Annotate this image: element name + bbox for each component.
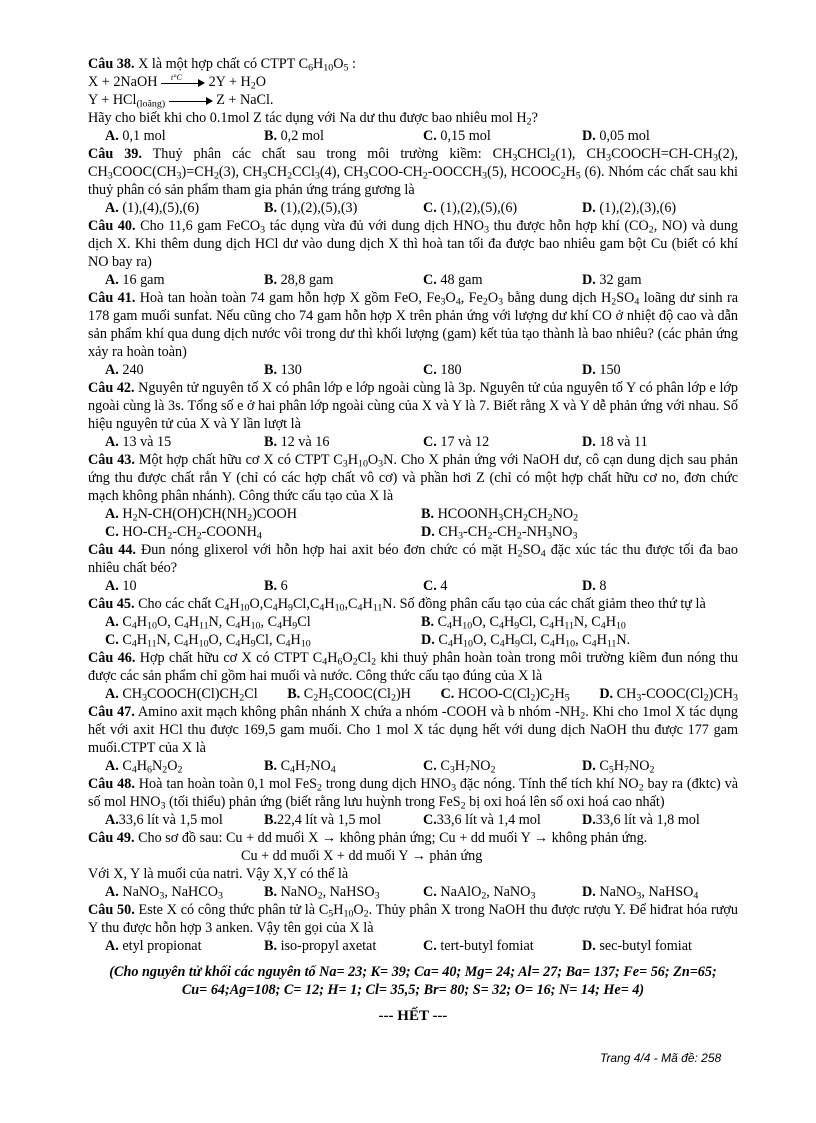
options-44 (88, 577, 738, 595)
option-c[interactable]: C. 17 và 12 (423, 434, 490, 450)
option-a[interactable]: A. $C_4H_{10}O$, $C_4H_{11}N$, $C_4H_{10}$, $C_4H_9Cl$ (105, 614, 311, 632)
question-stem: X là một hợp chất có CTPT $C_6H_{10}O_5$ : (138, 56, 356, 74)
question-text: Hợp chất hữu cơ X có CTPT $C_4H_6O_2Cl_2$ khi thuỷ phân hoàn toàn trong môi trường kiềm đun nóng thu được các sản phẩm chỉ gồm hai muối và nước. Công thức cấu tạo đúng của X là (88, 650, 739, 684)
question-41 (88, 289, 738, 361)
option-b[interactable]: B. iso-propyl axetat (264, 938, 377, 954)
question-text: Một hợp chất hữu cơ X có CTPT $C_3H_{10}O_3N$. Cho X phản ứng với NaOH dư, cô cạn dung dịch sau phản ứng thu được chất rắn Y (chỉ có các hợp chất vô cơ) và phần hơi Z (chỉ có một hợp chất hữu cơ no, đơn chức mạch không phân nhánh). Công thức cấu tạo của X là (88, 452, 739, 504)
option-c[interactable]: C. 48 gam (423, 272, 483, 288)
options-46 (88, 685, 738, 703)
question-48 (88, 775, 738, 811)
question-42 (88, 379, 738, 433)
question-text: Hoà tan hoàn toàn 0,1 mol FeS$_2$ trong dung dịch $HNO_3$ đặc nóng. Tính thể tích khí $NO_2$ bay ra (đktc) và số mol $HNO_3$ (tối thiểu) phản ứng (biết rằng lưu huỳnh trong FeS$_2$ bị oxi hoá lên số oxi hoá cao nhất) (88, 776, 739, 812)
atomic-mass-note: (Cho nguyên tử khối các nguyên tố Na= 23; K= 39; Ca= 40; Mg= 24; Al= 27; Ba= 137; Fe= 56; Zn=65; Cu= 64;Ag=108; C= 12; H= 1; Cl= 35,5; Br= 80; S= 32; O= 16; N= 14; He= 4) (109, 964, 717, 998)
option-a[interactable]: A. 0,1 mol (105, 128, 166, 144)
option-b[interactable]: B. 28,8 gam (264, 272, 334, 288)
option-d[interactable]: D. (1),(2),(3),(6) (582, 200, 677, 216)
option-a[interactable]: A. 10 (105, 578, 137, 594)
question-text: Amino axit mạch không phân nhánh X chứa a nhóm -COOH và b nhóm $-NH_2$. Khi cho 1mol X tác dụng hết với axit HCl thu được 169,5 gam muối. Cho 1 mol X tác dụng hết với dung dịch NaOH thu được 177 gam muối.CTPT của X là (88, 704, 738, 756)
option-b[interactable]: B. NaNO$_2$, NaHSO$_3$ (264, 884, 380, 902)
question-text: Cho các chất $C_4H_{10}O,C_4H_9Cl,C_4H_{10},C_4H_{11}N$. Số đồng phân cấu tạo của các chất giảm theo thứ tự là (138, 596, 706, 614)
option-b[interactable]: B. $C_4H_7NO_4$ (264, 758, 336, 776)
option-a[interactable]: A. $C_4H_6N_2O_2$ (105, 758, 183, 776)
question-47 (88, 703, 738, 757)
arrow-icon (169, 96, 213, 106)
question-38 (88, 55, 738, 73)
option-c[interactable]: C. tert-butyl fomiat (423, 938, 534, 954)
options-38 (88, 127, 738, 145)
option-a[interactable]: A. $H_2N-CH(OH)CH(NH_2)COOH$ (105, 506, 298, 524)
question-49 (88, 829, 738, 847)
option-a[interactable]: A. 240 (105, 362, 144, 378)
question-43 (88, 451, 738, 505)
question-50 (88, 901, 738, 937)
question-ask-text: Với X, Y là muối của natri. Vậy X,Y có thể là (88, 866, 349, 882)
option-a[interactable]: A. (1),(4),(5),(6) (105, 200, 200, 216)
options-40 (88, 271, 738, 289)
options-41 (88, 361, 738, 379)
option-a[interactable]: A. 16 gam (105, 272, 165, 288)
reaction-2 (88, 91, 738, 109)
question-45 (88, 595, 738, 613)
options-48 (88, 811, 738, 829)
option-a[interactable]: A. $CH_3COOCH(Cl)CH_2Cl$ (105, 686, 258, 704)
options-43-row2 (88, 523, 738, 541)
reaction-left: X + 2NaOH (88, 74, 158, 90)
reaction-left: Y + HCl$_{(loãng)}$ (88, 92, 166, 110)
option-d[interactable]: D. $C_4H_{10}O$, $C_4H_9Cl$, $C_4H_{10}$, $C_4H_{11}N$. (421, 632, 631, 650)
question-label: Câu 47. (88, 704, 135, 720)
question-label: Câu 49. (88, 830, 135, 846)
question-label: Câu 45. (88, 596, 135, 612)
question-text: Nguyên tử nguyên tố X có phân lớp e lớp ngoài cùng là 3p. Nguyên tử của nguyên tố Y có phân lớp e lớp ngoài cùng là 3s. Tổng số e ở hai phân lớp ngoài cùng của X và Y là 7. Biết rằng X và Y dễ phản ứng với nhau. Số hiệu nguyên tử của X và Y lần lượt là (88, 380, 738, 432)
end-marker: --- HẾT --- (378, 1008, 448, 1024)
reaction-right: $2Y + H_2O$ (208, 74, 266, 92)
option-c[interactable]: C. HCOO-$C(Cl_2)C_2H_5$ (440, 686, 570, 704)
question-49-ask (88, 865, 738, 883)
question-label: Câu 43. (88, 452, 135, 468)
option-d[interactable]: D. 0,05 mol (582, 128, 650, 144)
question-49-line-2 (88, 847, 738, 865)
option-d[interactable]: D. 150 (582, 362, 621, 378)
option-b[interactable]: B. 12 và 16 (264, 434, 330, 450)
question-text: Este X có công thức phân tử là $C_5H_{10}O_2$. Thủy phân X trong NaOH thu được rượu Y. Để hiđrat hóa rượu Y thu được hỗn hợp 3 anken. Vậy tên gọi của X là (88, 902, 739, 936)
options-42 (88, 433, 738, 451)
option-d[interactable]: D. $CH_3-COOC(Cl_2)CH_3$ (599, 686, 738, 704)
question-ask (88, 109, 738, 127)
question-46 (88, 649, 738, 685)
options-49 (88, 883, 738, 901)
option-d[interactable]: D. 18 và 11 (582, 434, 648, 450)
reaction-right: Z + NaCl. (216, 92, 274, 108)
option-c[interactable]: C.33,6 lít và 1,4 mol (423, 812, 541, 828)
option-b[interactable]: B. $C_4H_{10}O$, $C_4H_9Cl$, $C_4H_{11}N$, $C_4H_{10}$ (421, 614, 626, 632)
option-c[interactable]: C. NaAlO$_2$, NaNO$_3$ (423, 884, 536, 902)
option-c[interactable]: C. $C_3H_7NO_2$ (423, 758, 496, 776)
option-d[interactable]: D. sec-butyl fomiat (582, 938, 692, 954)
option-b[interactable]: B. 6 (264, 578, 288, 594)
option-c[interactable]: C. $C_4H_{11}N$, $C_4H_{10}O$, $C_4H_9Cl$, $C_4H_{10}$ (105, 632, 311, 650)
question-44 (88, 541, 738, 577)
arrow-icon (161, 72, 205, 88)
question-label: Câu 48. (88, 776, 135, 792)
question-label: Câu 38. (88, 56, 135, 72)
question-text: Hoà tan hoàn toàn 74 gam hỗn hợp X gồm FeO, $Fe_3O_4$, $Fe_2O_3$ bằng dung dịch $H_2SO_4$ loãng dư sinh ra 178 gam muối sunfat. Nếu cũng cho 74 gam hỗn hợp X trên phản ứng với lượng dư khí CO ở nhiệt độ cao và dẫn sản phẩm khí qua dung dịch nước vôi trong dư thì khối lượng (gam) kết tủa tạo thành là bao nhiêu? (các phản ứng xảy ra hoàn toàn) (88, 290, 738, 360)
options-47 (88, 757, 738, 775)
question-label: Câu 41. (88, 290, 136, 306)
question-40 (88, 217, 738, 271)
page-footer: Trang 4/4 - Mã đề: 258 (600, 1051, 722, 1065)
options-39 (88, 199, 738, 217)
question-39 (88, 145, 738, 199)
option-a[interactable]: A. etyl propionat (105, 938, 202, 954)
question-ask-text: Hãy cho biết khi cho 0.1mol Z tác dụng với Na dư thu được bao nhiêu mol $H_2$? (88, 110, 538, 128)
options-43-row1 (88, 505, 738, 523)
exam-page (88, 55, 738, 1025)
question-line-2: Cu + dd muối X + dd muối Y → phản ứng (241, 848, 483, 864)
option-d[interactable]: D. NaNO$_3$, NaHSO$_4$ (582, 884, 699, 902)
option-b[interactable]: B. 0,2 mol (264, 128, 324, 144)
reaction-condition: t°C (171, 72, 182, 82)
option-d[interactable]: D. 8 (582, 578, 607, 594)
options-50 (88, 937, 738, 955)
question-label: Câu 44. (88, 542, 136, 558)
option-b[interactable]: B.22,4 lít và 1,5 mol (264, 812, 382, 828)
question-text: Đun nóng glixerol với hỗn hợp hai axit béo đơn chức có mặt $H_2SO_4$ đặc xúc tác thu được tối đa bao nhiêu chất béo? (88, 542, 739, 576)
option-d[interactable]: D. 32 gam (582, 272, 642, 288)
option-b[interactable]: B. $HCOONH_3CH_2CH_2NO_2$ (421, 506, 579, 524)
question-text: Cho 11,6 gam FeCO$_3$ tác dụng vừa đủ với dung dịch $HNO_3$ thu được hỗn hợp khí ($CO_2$, NO) và dung dịch X. Khi thêm dung dịch HCl dư vào dung dịch X thì hoà tan tối đa được bao nhiêu gam bột Cu (biết có khí NO bay ra) (88, 218, 739, 270)
option-a[interactable]: A. 13 và 15 (105, 434, 172, 450)
question-label: Câu 50. (88, 902, 135, 918)
question-label: Câu 39. (88, 146, 142, 162)
reaction-1 (88, 73, 738, 91)
option-b[interactable]: B. (1),(2),(5),(3) (264, 200, 358, 216)
option-d[interactable]: D.33,6 lít và 1,8 mol (582, 812, 700, 828)
option-c[interactable]: C. 180 (423, 362, 462, 378)
option-b[interactable]: B. 130 (264, 362, 302, 378)
option-c[interactable]: C. 0,15 mol (423, 128, 491, 144)
option-d[interactable]: D. $C_5H_7NO_2$ (582, 758, 655, 776)
question-line-1: Cho sơ đồ sau: Cu + dd muối X → không phản ứng; Cu + dd muối Y → không phản ứng. (138, 830, 648, 846)
options-45-row2 (88, 631, 738, 649)
option-c[interactable]: C. 4 (423, 578, 448, 594)
option-b[interactable]: B. $C_2H_5COOC(Cl_2)H$ (287, 686, 411, 704)
question-text: Thuỷ phân các chất sau trong môi trường kiềm: $CH_3CHCl_2(1)$, $CH_3COOCH=CH-CH_3(2)$, $CH_3COOC(CH_3)=CH_2(3)$, $CH_3CH_2CCl_3(4)$, $CH_3COO-CH_2-OOCCH_3(5)$, $HCOOC_2H_5$ (6). Nhóm các chất sau khi thuỷ phân có sản phẩm tham gia phản ứng tráng gương là (88, 146, 738, 198)
question-label: Câu 42. (88, 380, 135, 396)
option-c[interactable]: C. (1),(2),(5),(6) (423, 200, 518, 216)
option-a[interactable]: A. NaNO$_3$, NaHCO$_3$ (105, 884, 223, 902)
options-45-row1 (88, 613, 738, 631)
option-d[interactable]: D. $CH_3-CH_2-CH_2-NH_3NO_3$ (421, 524, 578, 542)
question-label: Câu 46. (88, 650, 136, 666)
question-label: Câu 40. (88, 218, 136, 234)
option-c[interactable]: C. $HO-CH_2-CH_2-COONH_4$ (105, 524, 262, 542)
option-a[interactable]: A.33,6 lít và 1,5 mol (105, 812, 223, 828)
